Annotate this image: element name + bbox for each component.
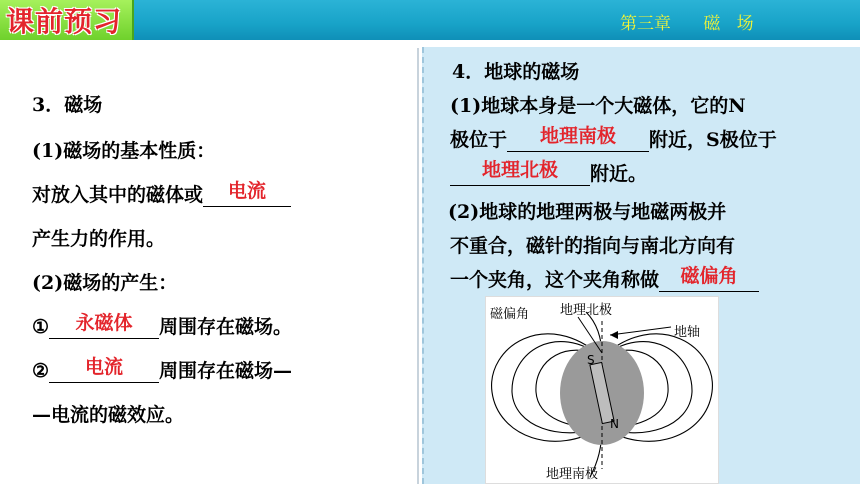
earth-axis-label: 地轴 (674, 325, 701, 340)
generation-item-2: ② 电流 周围存在磁场— (32, 356, 292, 383)
answer-blank (49, 312, 159, 339)
earth-line-1: (1)地球本身是一个大磁体，它的N (450, 95, 746, 117)
earth-line-5: 不重合，磁针的指向与南北方向有 (450, 235, 736, 257)
answer-text: 地理南极 (540, 125, 617, 147)
pole-s-label: S (587, 353, 595, 367)
earth-line-2: 极位于 地理南极 附近，S极位于 (450, 125, 777, 152)
geographic-south-label: 地理南极 (546, 467, 599, 482)
section-badge (0, 0, 134, 40)
declination-label: 磁偏角 (490, 307, 530, 322)
pole-n-label: N (610, 417, 619, 431)
answer-blank (507, 125, 649, 152)
answer-text: 磁偏角 (680, 265, 738, 287)
generation-item-2-end: —电流的磁效应。 (32, 404, 185, 426)
answer-blank (659, 265, 759, 292)
generation-heading: (2)磁场的产生： (32, 272, 178, 294)
answer-blank (450, 159, 590, 186)
answer-text: 电流 (228, 180, 267, 202)
earth-line-3: 地理北极 附近。 (450, 159, 647, 186)
earth-line-4: (2)地球的地理两极与地磁两极并 (448, 201, 727, 223)
answer-text: 永磁体 (75, 312, 133, 334)
property-line: 对放入其中的磁体或 电流 (32, 180, 291, 207)
basic-property-heading: (1)磁场的基本性质： (32, 140, 216, 162)
geographic-north-label: 地理北极 (560, 303, 613, 318)
generation-item-1: ① 永磁体 周围存在磁场。 (32, 312, 292, 339)
property-line-end: 产生力的作用。 (32, 228, 166, 250)
answer-text: 电流 (85, 356, 124, 378)
earth-line-6: 一个夹角，这个夹角称做 磁偏角 (450, 265, 759, 292)
answer-blank (49, 356, 159, 383)
answer-text: 地理北极 (481, 159, 558, 181)
magnetic-field-heading: 3．磁场 (32, 94, 103, 116)
earth-field-heading: 4．地球的磁场 (452, 61, 580, 83)
section-badge-label: 课前预习 (6, 5, 123, 38)
earth-magnetic-field-diagram (485, 296, 719, 484)
column-divider (417, 48, 419, 484)
chapter-title: 第三章 磁 场 (620, 14, 754, 34)
answer-blank (203, 180, 291, 207)
